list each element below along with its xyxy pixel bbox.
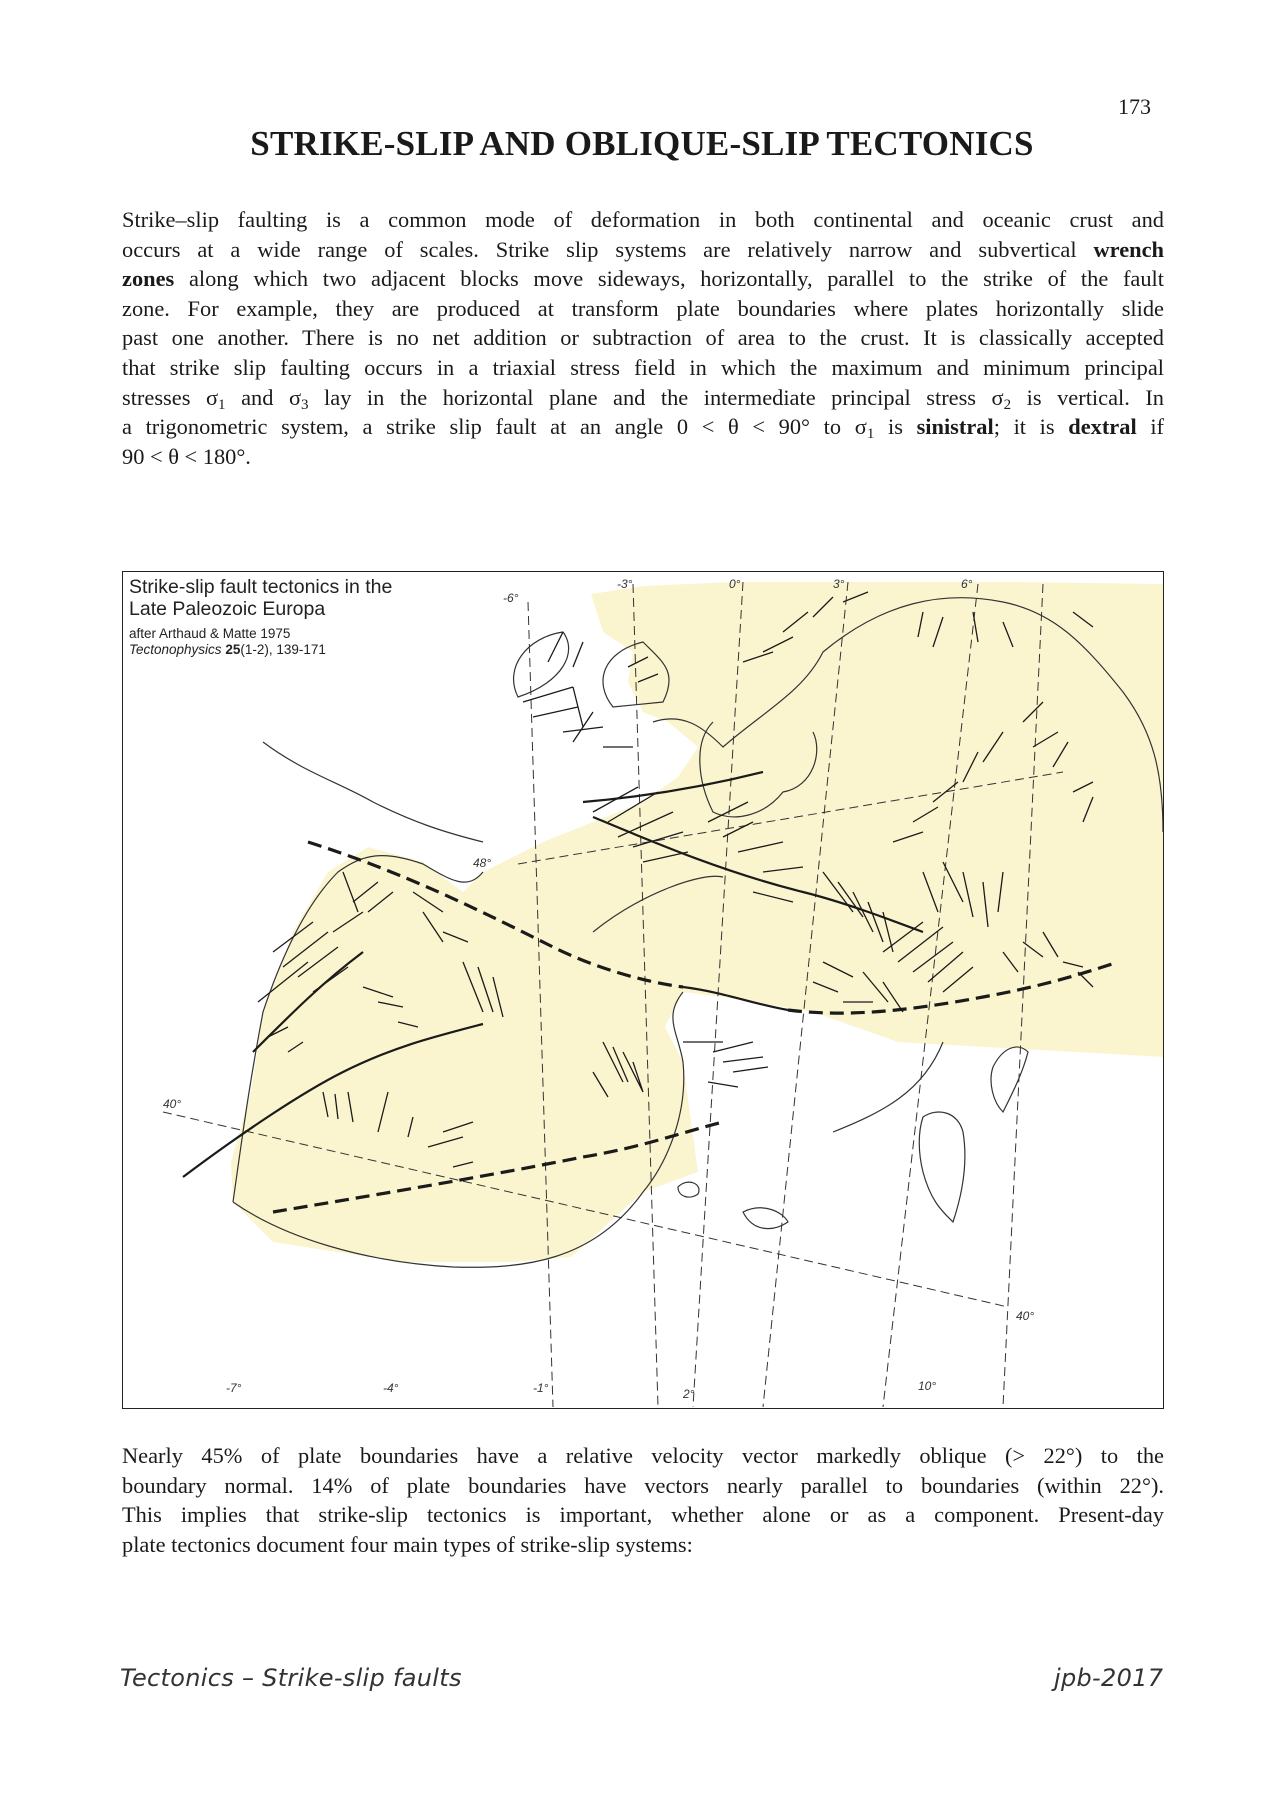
- figure-reference: after Arthaud & Matte 1975: [129, 626, 291, 641]
- footer-author-year: jpb-2017: [1054, 1664, 1164, 1692]
- sigma-symbol: σ: [991, 384, 1004, 410]
- text-line: a trigonometric system, a strike slip fault at an angle 0 < θ < 90° to $\sigma_1$ is sinistral; it is dextral if: [122, 414, 1165, 443]
- text-line: stresses $\sigma_1$ and $\sigma_3$ lay in the horizontal plane and the intermediate principal stress $\sigma_2$ is vertical. In: [122, 384, 1165, 413]
- page-number: 173: [1118, 94, 1151, 119]
- footer-course-title: Tectonics – Strike-slip faults: [120, 1664, 462, 1692]
- text-line: This implies that strike-slip tectonics is important, whether alone or as a component. Present-day: [122, 1502, 1164, 1528]
- sigma-symbol: σ: [854, 414, 867, 440]
- text-line: boundary normal. 14% of plate boundaries have vectors nearly parallel to boundaries (within 22°).: [122, 1472, 1164, 1498]
- figure-reference: Tectonophysics 25(1-2), 139-171: [129, 641, 326, 657]
- longitude-label: 0°: [729, 577, 741, 591]
- longitude-label: -7°: [226, 1381, 242, 1395]
- longitude-label: 10°: [918, 1379, 937, 1393]
- text-line: past one another. There is no net addition or subtraction of area to the crust. It is classically accepted: [122, 325, 1164, 351]
- term-wrench: wrench: [1093, 236, 1165, 262]
- fault-map: [123, 572, 1164, 1409]
- boundary-paragraph: [122, 1441, 1164, 1559]
- latitude-label: 40°: [1016, 1309, 1035, 1323]
- term-sinistral: sinistral: [916, 414, 994, 440]
- text-line: that strike slip faulting occurs in a triaxial stress field in which the maximum and minimum principal: [122, 354, 1164, 380]
- latitude-label: 40°: [163, 1097, 182, 1111]
- term-zones: zones: [122, 266, 175, 292]
- text-line: Strike–slip faulting is a common mode of deformation in both continental and oceanic crust and: [122, 207, 1164, 232]
- figure-title: Late Paleozoic Europa: [129, 598, 326, 620]
- longitude-label: -3°: [617, 577, 633, 591]
- text-line: 90 < θ < 180°.: [122, 443, 251, 469]
- text-line: occurs at a wide range of scales. Strike slip systems are relatively narrow and subvertical wrench: [122, 236, 1165, 262]
- longitude-label: -1°: [533, 1381, 549, 1395]
- longitude-label: 3°: [833, 577, 845, 591]
- text-line: plate tectonics document four main types of strike-slip systems:: [122, 1531, 693, 1557]
- figure-caption: [129, 576, 392, 657]
- sigma-symbol: σ: [288, 384, 302, 410]
- intro-paragraph: [122, 205, 1164, 471]
- term-dextral: dextral: [1068, 414, 1137, 440]
- latitude-label: 48°: [473, 856, 492, 870]
- page-title: STRIKE-SLIP AND OBLIQUE-SLIP TECTONICS: [250, 124, 1034, 163]
- longitude-label: -4°: [383, 1381, 399, 1395]
- longitude-label: -6°: [503, 591, 519, 605]
- figure-title: Strike-slip fault tectonics in the: [129, 576, 393, 598]
- text-line: zones along which two adjacent blocks move sideways, horizontally, parallel to the strike of the fault: [122, 266, 1164, 292]
- longitude-label: 2°: [683, 1387, 695, 1401]
- sigma-symbol: σ: [205, 384, 219, 410]
- longitude-label: 6°: [961, 577, 973, 591]
- fault-map-figure: [122, 571, 1164, 1409]
- text-line: Nearly 45% of plate boundaries have a relative velocity vector markedly oblique (> 22°) to the: [122, 1443, 1164, 1468]
- text-line: zone. For example, they are produced at transform plate boundaries where plates horizontally slide: [122, 295, 1164, 321]
